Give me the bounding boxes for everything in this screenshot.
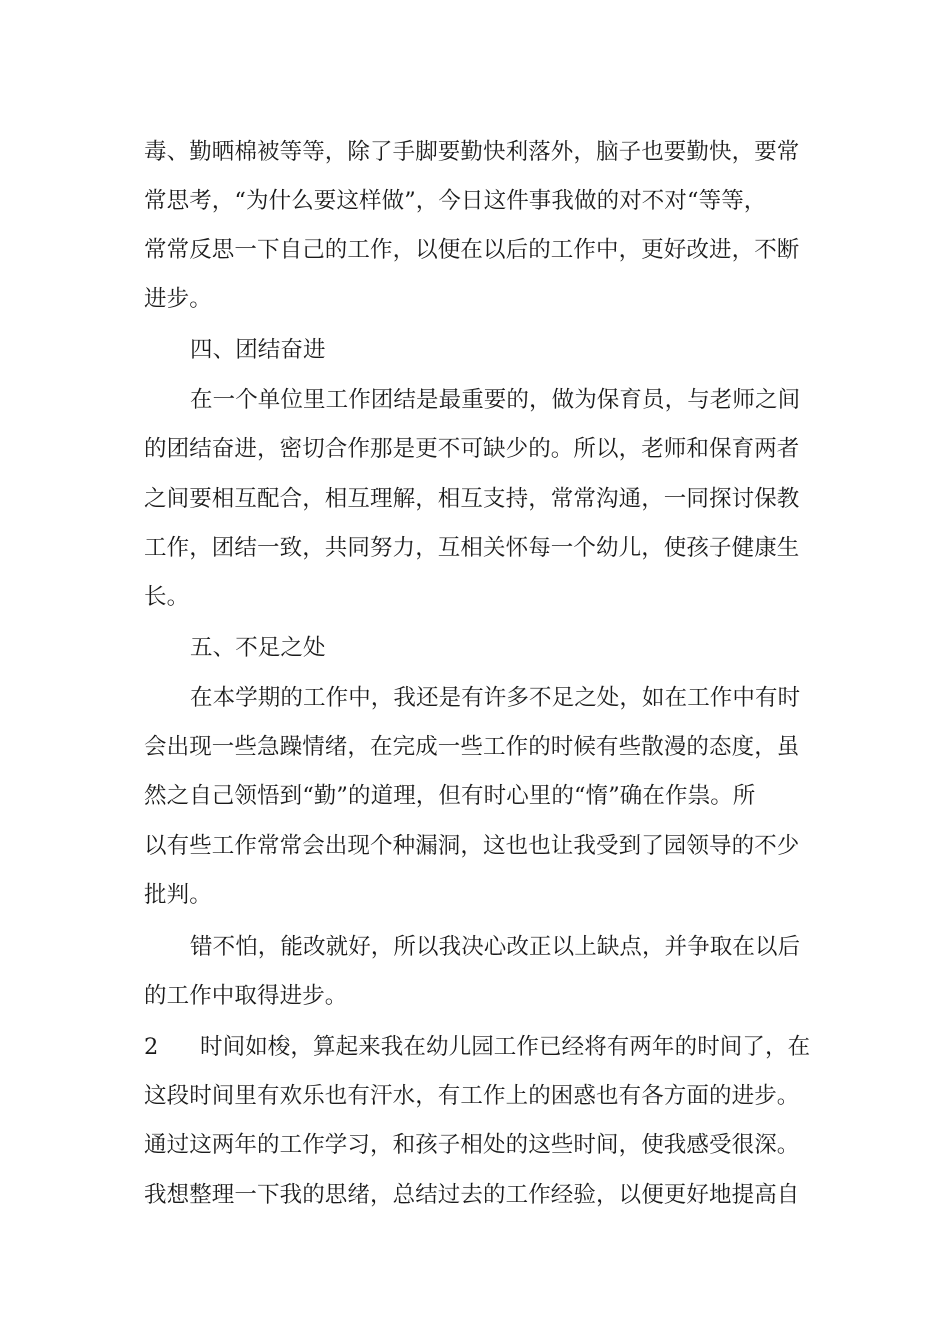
paragraph-line: 我想整理一下我的思绪，总结过去的工作经验，以便更好地提高自 — [144, 1182, 800, 1208]
paragraph-line: 的工作中取得进步。 — [144, 983, 348, 1009]
paragraph-text: 时间如梭，算起来我在幼儿园工作已经将有两年的时间了，在 — [200, 1034, 811, 1060]
paragraph-line: 会出现一些急躁情绪，在完成一些工作的时候有些散漫的态度，虽 — [144, 734, 800, 760]
paragraph-line: 错不怕，能改就好，所以我决心改正以上缺点，并争取在以后 — [190, 934, 801, 960]
section-number: 2 — [144, 1034, 159, 1060]
paragraph-line: 这段时间里有欢乐也有汗水，有工作上的困惑也有各方面的进步。 — [144, 1083, 800, 1109]
paragraph-line: 工作，团结一致，共同努力，互相关怀每一个幼儿，使孩子健康生 — [144, 535, 800, 561]
numbered-paragraph-line — [144, 1031, 824, 1063]
paragraph-line: 的团结奋进，密切合作那是更不可缺少的。所以，老师和保育两者 — [144, 436, 800, 462]
paragraph-line: 然之自己领悟到“勤”的道理，但有时心里的“惰”确在作祟。所 — [144, 783, 756, 809]
paragraph-line: 批判。 — [144, 882, 212, 908]
paragraph-line: 毒、勤晒棉被等等，除了手脚要勤快利落外，脑子也要勤快，要常 — [144, 139, 800, 165]
paragraph-line: 在本学期的工作中，我还是有许多不足之处，如在工作中有时 — [190, 685, 801, 711]
section-heading: 五、不足之处 — [190, 635, 326, 661]
paragraph-line: 通过这两年的工作学习，和孩子相处的这些时间，使我感受很深。 — [144, 1132, 800, 1158]
paragraph-line: 长。 — [144, 584, 190, 610]
paragraph-line: 常常反思一下自己的工作，以便在以后的工作中，更好改进，不断 — [144, 237, 800, 263]
paragraph-line: 以有些工作常常会出现个种漏洞，这也也让我受到了园领导的不少 — [144, 833, 800, 859]
section-heading: 四、团结奋进 — [190, 337, 326, 363]
paragraph-line: 常思考，“为什么要这样做”，今日这件事我做的对不对“等等， — [144, 188, 767, 214]
paragraph-line: 进步。 — [144, 286, 212, 312]
paragraph-line: 之间要相互配合，相互理解，相互支持，常常沟通，一同探讨保教 — [144, 486, 800, 512]
paragraph-line: 在一个单位里工作团结是最重要的，做为保育员，与老师之间 — [190, 387, 801, 413]
